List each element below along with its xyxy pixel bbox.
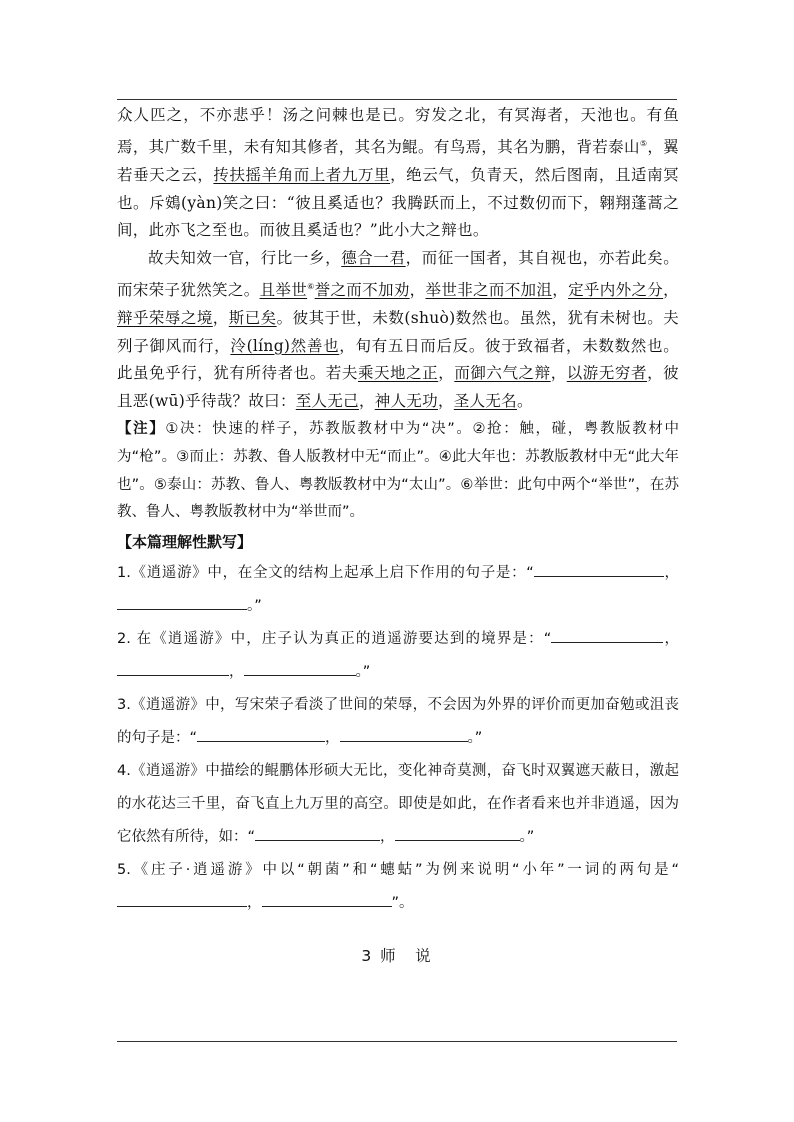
answer-blank[interactable] xyxy=(117,595,247,610)
answer-blank[interactable] xyxy=(255,826,380,841)
note-text: ①决：快速的样子，苏教版教材中为“决”。②抢：触，碰，粤教版教材中为“枪”。③而止：苏教、鲁人版教材中无“而止”。④此大年也：苏教版教材中无“此大年也”。⑤泰山：苏教、鲁人、粤教版教材中为“太山”。⑥举世：此句中两个“举世”，在苏教、鲁人、粤教版教材中为“举世而”。 xyxy=(117,421,679,521)
underlined-key-sentence: 抟扶摇羊角而上者九万里 xyxy=(213,165,391,184)
underlined-phrase: 乘天地之正 xyxy=(357,364,439,383)
answer-blank[interactable] xyxy=(262,892,392,907)
underlined-phrase: 定乎内外之分 xyxy=(568,281,664,300)
question-2: 2. 在《逍遥游》中，庄子认为真正的逍遥游要达到的境界是：“ ，， 。” xyxy=(117,623,679,689)
question-4: 4.《逍遥游》中描绘的鲲鹏体形硕大无比，变化神奇莫测，奋飞时双翼遮天蔽日，激起的水花达三千里，奋飞直上九万里的高空。即使是如此，在作者看来也并非逍遥，因为它依然有所待，如：“ ， 。” xyxy=(117,763,679,846)
underlined-phrase: 举世非之而不加沮 xyxy=(425,281,553,300)
answer-blank[interactable] xyxy=(551,628,663,643)
page-content xyxy=(117,102,679,920)
underlined-phrase: 泠(líng)然善也 xyxy=(230,336,340,355)
passage-paragraph-2: 故夫知效一官，行比一乡，德合一君，而征一国者，其自视也，亦若此矣。而宋荣子犹然笑之。且举世⑥誉之而不加劝，举世非之而不加沮，定乎内外之分，辩乎荣辱之境，斯已矣。彼其于世，未数(shuò)数然也。虽然，犹有未树也。夫列子御风而行，泠(líng)然善也，旬有五日而后反。彼于致福者，未数数然也。此虽免乎行，犹有所待者也。若夫乘天地之正，而御六气之辩，以游无穷者，彼且恶(wū)乎待哉？故曰：至人无己，神人无功，圣人无名。 xyxy=(117,249,679,411)
next-section-title: 3 师 说 xyxy=(361,947,433,965)
top-rule xyxy=(117,99,677,100)
passage-paragraph-1: 众人匹之，不亦悲乎！汤之问棘也是已。穷发之北，有冥海者，天池也。有鱼焉，其广数千里，未有知其修者，其名为鲲。有鸟焉，其名为鹏，背若泰山⑤，翼若垂天之云，抟扶摇羊角而上者九万里，绝云气，负青天，然后图南，且适南冥也。斥鴳(yàn)笑之曰：“彼且奚适也？我腾跃而上，不过数仞而下，翱翔蓬蒿之间，此亦飞之至也。而彼且奚适也？”此小大之辩也。 xyxy=(117,106,679,240)
bottom-rule xyxy=(117,1041,677,1042)
underlined-phrase: 至人无己 xyxy=(295,392,359,411)
answer-blank[interactable] xyxy=(197,727,325,742)
question-5: 5.《庄子·逍遥游》中以“朝菌”和“蟪蛄”为例来说明“小年”一词的两句是“， ”。 xyxy=(117,862,679,912)
annotation-note xyxy=(117,416,679,527)
answer-blank[interactable] xyxy=(244,661,356,676)
footnote-marker: ⑤ xyxy=(639,138,648,148)
underlined-phrase: 斯已矣 xyxy=(228,308,277,327)
answer-blank[interactable] xyxy=(117,661,229,676)
underlined-phrase: 圣人无名 xyxy=(453,392,517,411)
footnote-marker: ⑥ xyxy=(307,281,315,291)
underlined-phrase: 德合一君 xyxy=(341,249,406,268)
question-3: 3.《逍遥游》中，写宋荣子看淡了世间的荣辱，不会因为外界的评价而更加奋勉或沮丧的句子是：“ ， 。” xyxy=(117,697,679,747)
answer-blank[interactable] xyxy=(340,727,468,742)
answer-blank[interactable] xyxy=(395,826,520,841)
section-heading: 【本篇理解性默写】 xyxy=(117,533,253,552)
question-1: 1.《逍遥游》中，在全文的结构上起承上启下作用的句子是：“ ，。” xyxy=(117,557,679,623)
answer-blank[interactable] xyxy=(117,892,247,907)
note-label: 【注】 xyxy=(117,421,166,438)
answer-blank[interactable] xyxy=(534,562,664,577)
underlined-phrase: 辩乎荣辱之境 xyxy=(117,308,213,327)
underlined-phrase: 且举世 xyxy=(259,281,308,300)
underlined-phrase: 神人无功 xyxy=(374,392,438,411)
underlined-phrase: 誉之而不加劝 xyxy=(314,281,410,300)
underlined-phrase: 而御六气之辩 xyxy=(454,364,551,383)
underlined-phrase: 以游无穷者 xyxy=(566,364,648,383)
